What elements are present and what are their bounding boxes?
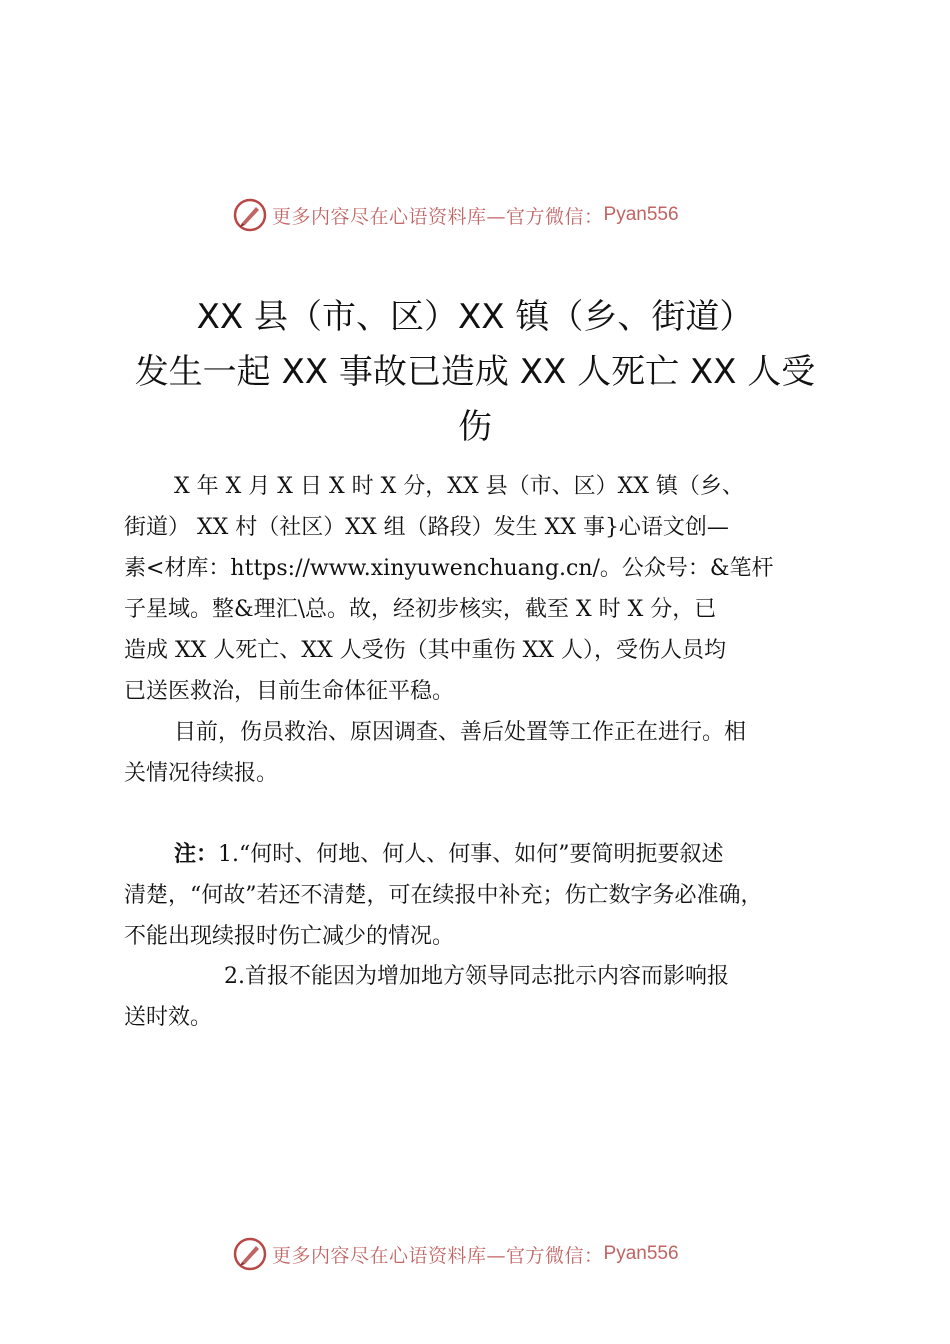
- title-line-3: 伤: [458, 407, 492, 447]
- paragraph-line: 目前，伤员救治、原因调查、善后处置等工作正在进行。相: [174, 720, 747, 745]
- note-label: 注：: [174, 841, 219, 867]
- pen-logo-icon: [232, 1236, 268, 1272]
- footer-banner: [232, 1234, 752, 1274]
- paragraph-incident: [124, 466, 834, 712]
- title-line-2: 发生一起 XX 事故已造成 XX 人死亡 XX 人受: [134, 352, 816, 392]
- note-line: 清楚，“何故”若还不清楚，可在续报中补充；伤亡数字务必准确，: [124, 883, 763, 908]
- paragraph-status: [124, 712, 834, 794]
- note-item-2: [124, 956, 834, 1038]
- note-item-1: 1.“何时、何地、何人、何事、如何”要简明扼要叙述: [218, 842, 724, 867]
- banner-wechat-id: Pyan556: [603, 1243, 679, 1264]
- note-line: 送时效。: [124, 1005, 213, 1030]
- paragraph-line: 已送医救治，目前生命体征平稳。: [124, 679, 455, 704]
- paragraph-line: 子星域。整&理汇\总。故，经初步核实，截至 X 时 X 分，已: [124, 597, 717, 622]
- note-line: 2.首报不能因为增加地方领导同志批示内容而影响报: [224, 964, 729, 989]
- paragraph-line: 造成 XX 人死亡、XX 人受伤（其中重伤 XX 人），受伤人员均: [124, 638, 726, 663]
- banner-text: 更多内容尽在心语资料库—官方微信：: [272, 1244, 604, 1267]
- paragraph-line: 素<材库：https://www.xinyuwenchuang.cn/。公众号：&笔杆: [124, 556, 774, 581]
- header-banner: [232, 195, 752, 235]
- paragraph-line: 关情况待续报。: [124, 761, 279, 786]
- paragraph-line: 街道） XX 村（社区）XX 组（路段）发生 XX 事}心语文创—: [124, 515, 729, 540]
- title-line-1: XX 县（市、区）XX 镇（乡、街道）: [196, 297, 754, 337]
- note-section: [124, 834, 834, 957]
- note-line: 不能出现续报时伤亡减少的情况。: [124, 924, 455, 949]
- document-title: [100, 290, 850, 455]
- banner-wechat-id: Pyan556: [603, 204, 679, 225]
- note-line: [124, 834, 834, 875]
- paragraph-line: X 年 X 月 X 日 X 时 X 分，XX 县（市、区）XX 镇（乡、: [174, 474, 744, 499]
- pen-logo-icon: [232, 197, 268, 233]
- banner-text: 更多内容尽在心语资料库—官方微信：: [272, 205, 604, 228]
